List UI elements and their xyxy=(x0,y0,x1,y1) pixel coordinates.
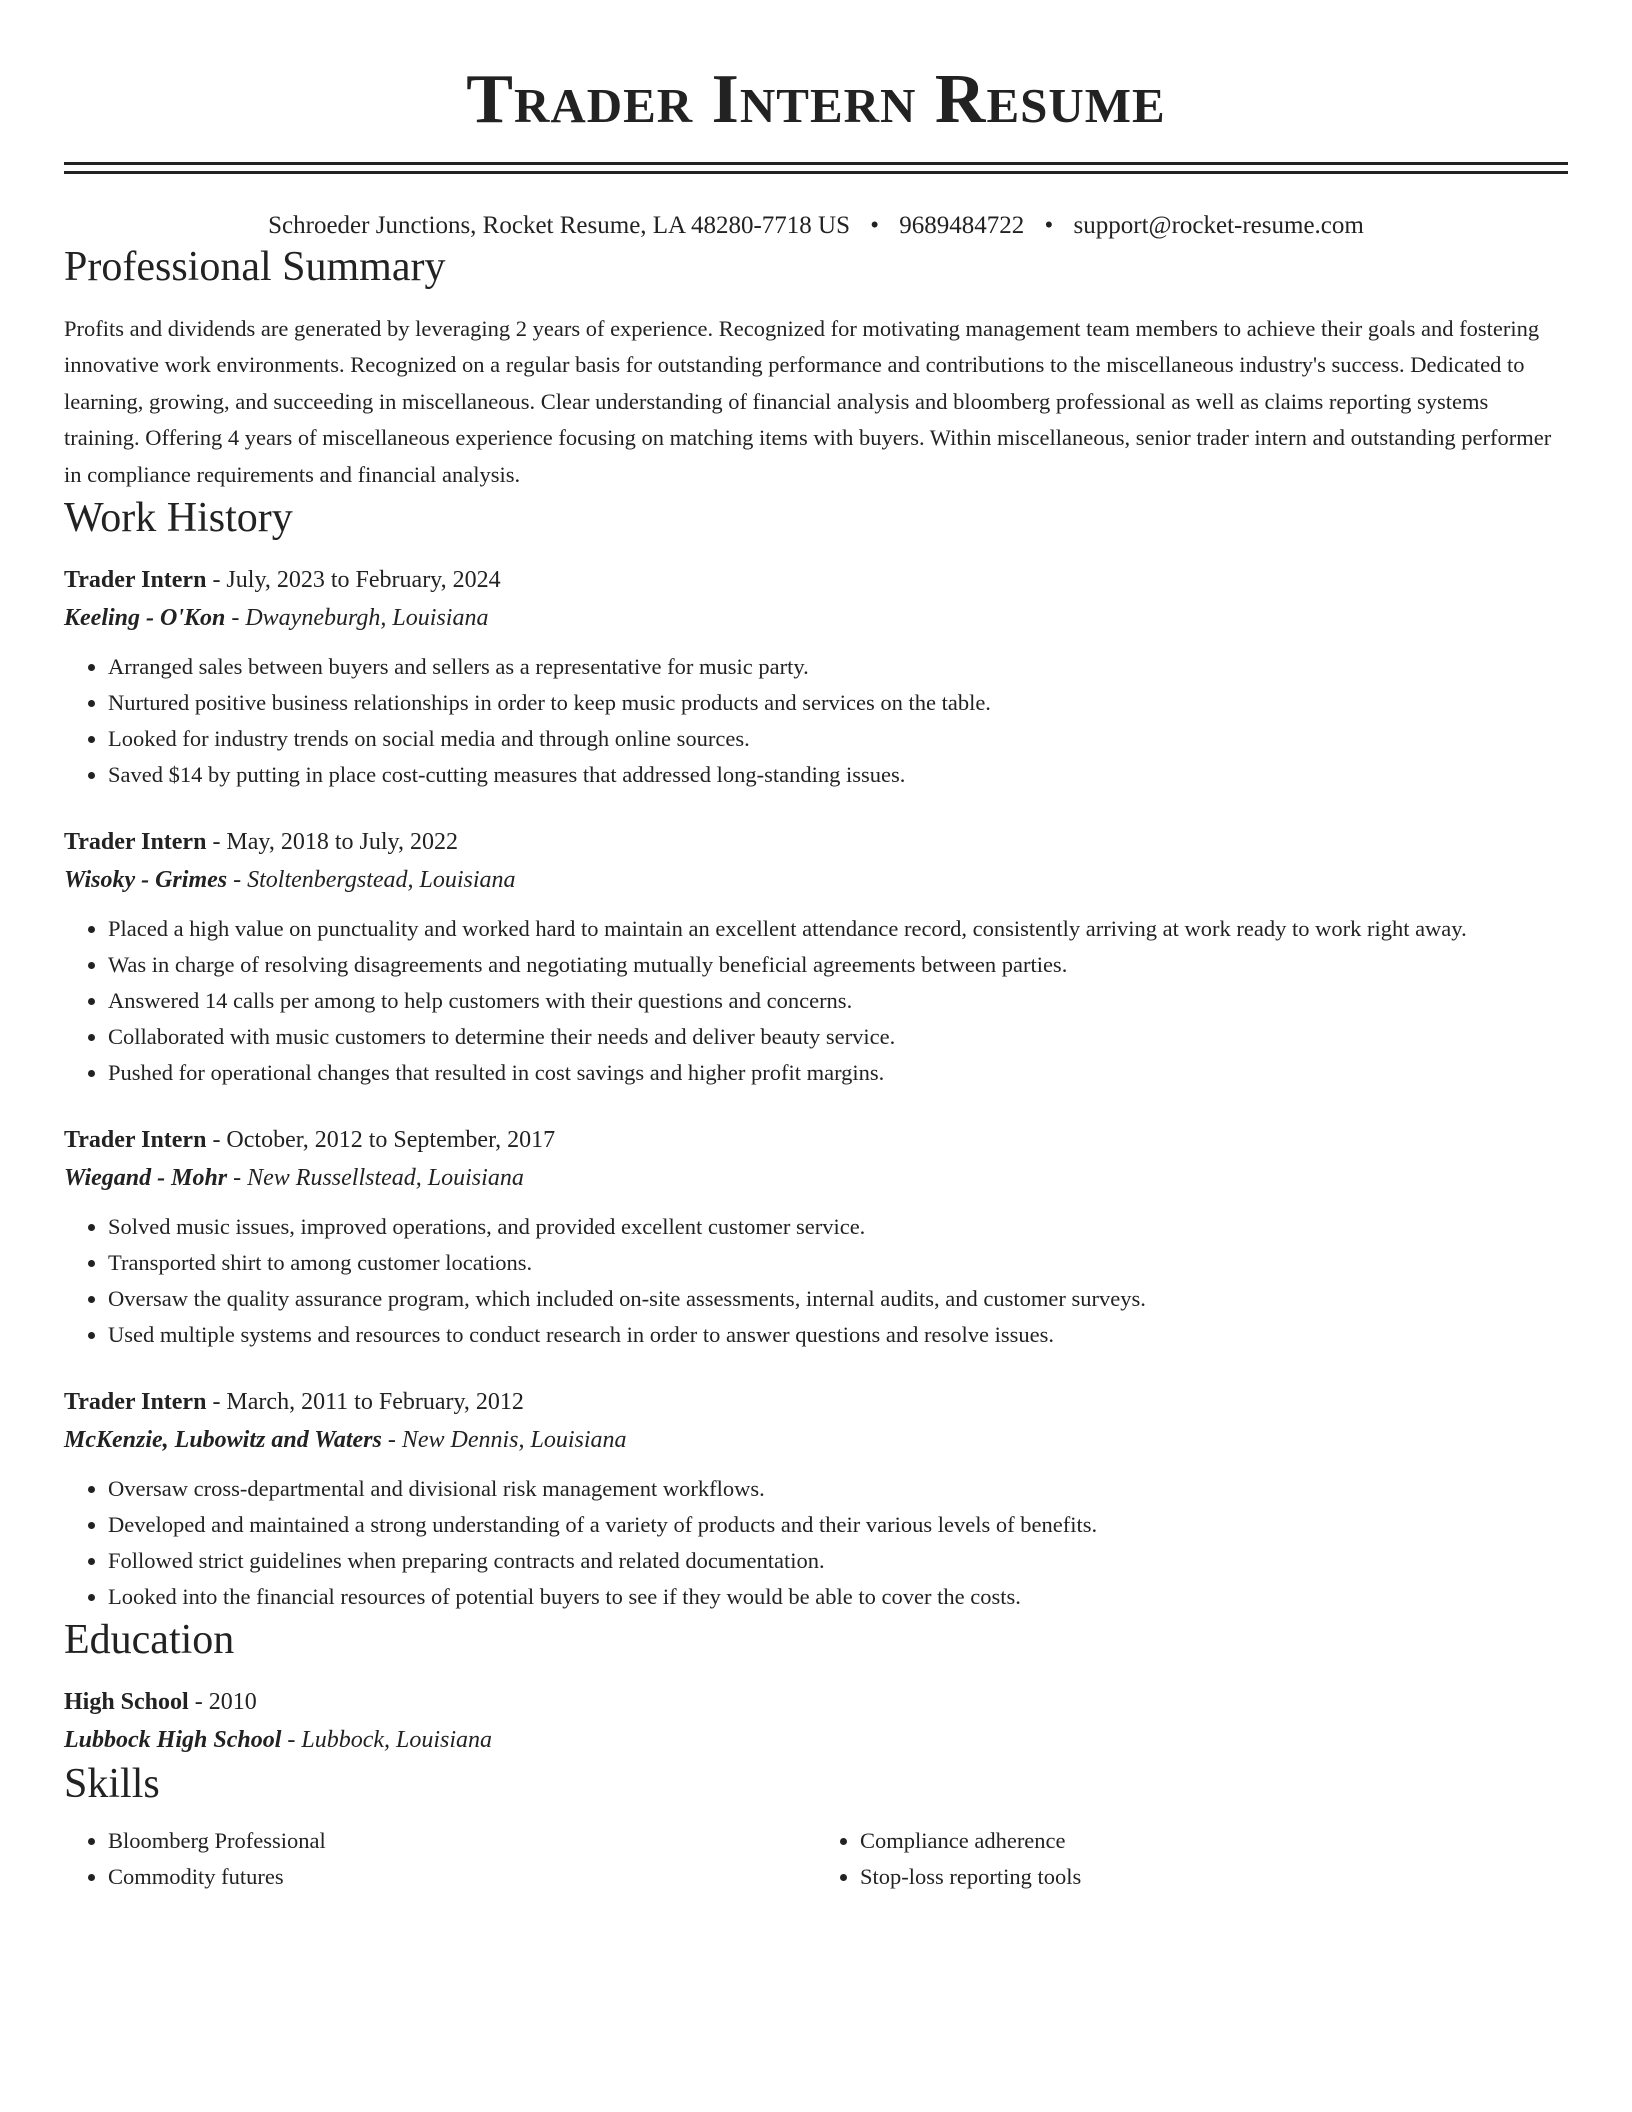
list-item: • Transported shirt to among customer locations. xyxy=(108,1245,1568,1281)
title-divider-bottom xyxy=(64,171,1568,174)
education-heading: Education xyxy=(64,1617,235,1664)
skills-heading: Skills xyxy=(64,1761,160,1808)
job-title-line xyxy=(64,561,1568,599)
list-item: • Oversaw the quality assurance program, which included on-site assessments, internal audits, and customer surveys. xyxy=(108,1281,1568,1317)
page-title: Trader Intern Resume xyxy=(466,61,1166,138)
list-item: • Solved music issues, improved operations, and provided excellent customer service. xyxy=(108,1209,1568,1245)
job-location: - Stoltenbergstead, Louisiana xyxy=(227,867,516,894)
skills-column-left xyxy=(64,1823,816,1895)
education-location: - Lubbock, Louisiana xyxy=(281,1727,493,1754)
job-entry xyxy=(64,823,1568,1091)
list-item: • Saved $14 by putting in place cost-cutting measures that addressed long-standing issues. xyxy=(108,757,1568,793)
contact-phone: 9689484722 xyxy=(899,212,1025,239)
job-dates: - October, 2012 to September, 2017 xyxy=(206,1127,556,1154)
list-item: • Compliance adherence xyxy=(860,1823,1568,1859)
contact-separator: • xyxy=(870,212,880,239)
work-history-heading: Work History xyxy=(64,495,293,542)
list-item: • Developed and maintained a strong understanding of a variety of products and their various levels of benefits. xyxy=(108,1507,1568,1543)
job-company-line xyxy=(64,861,1568,899)
job-entry xyxy=(64,1383,1568,1615)
job-company: Wiegand - Mohr xyxy=(64,1165,228,1192)
job-title: Trader Intern xyxy=(64,829,207,856)
list-item: • Placed a high value on punctuality and worked hard to maintain an excellent attendance record, consistently arriving at work ready to work right away. xyxy=(108,911,1568,947)
list-item: • Followed strict guidelines when preparing contracts and related documentation. xyxy=(108,1543,1568,1579)
job-title-line xyxy=(64,1383,1568,1421)
job-entry xyxy=(64,1121,1568,1353)
job-location: - New Dennis, Louisiana xyxy=(381,1427,627,1454)
job-company: McKenzie, Lubowitz and Waters xyxy=(64,1427,382,1454)
job-location: - Dwayneburgh, Louisiana xyxy=(225,605,489,632)
job-bullets xyxy=(64,1209,1568,1353)
skills-list xyxy=(64,1823,1568,1895)
job-bullets xyxy=(64,649,1568,793)
education-school-line xyxy=(64,1721,1568,1759)
list-item: • Looked for industry trends on social media and through online sources. xyxy=(108,721,1568,757)
summary-heading: Professional Summary xyxy=(64,244,446,290)
contact-separator: • xyxy=(1044,212,1054,239)
list-item: • Commodity futures xyxy=(108,1859,816,1895)
list-item: • Collaborated with music customers to determine their needs and deliver beauty service. xyxy=(108,1019,1568,1055)
job-title-line xyxy=(64,1121,1568,1159)
skills-column-right xyxy=(816,1823,1568,1895)
job-title: Trader Intern xyxy=(64,1389,207,1416)
job-bullets xyxy=(64,1471,1568,1615)
job-location: - New Russellstead, Louisiana xyxy=(227,1165,524,1192)
list-item: • Pushed for operational changes that resulted in cost savings and higher profit margins. xyxy=(108,1055,1568,1091)
job-dates: - March, 2011 to February, 2012 xyxy=(206,1389,524,1416)
job-company: Keeling - O'Kon xyxy=(64,605,226,632)
job-bullets xyxy=(64,911,1568,1091)
education-degree-line xyxy=(64,1683,1568,1721)
job-title-line xyxy=(64,823,1568,861)
list-item: • Nurtured positive business relationships in order to keep music products and services on the table. xyxy=(108,685,1568,721)
education-degree: High School xyxy=(64,1689,189,1716)
contact-address: Schroeder Junctions, Rocket Resume, LA 48280-7718 US xyxy=(268,212,851,239)
list-item: • Looked into the financial resources of potential buyers to see if they would be able to cover the costs. xyxy=(108,1579,1568,1615)
job-company: Wisoky - Grimes xyxy=(64,867,228,894)
summary-text: Profits and dividends are generated by leveraging 2 years of experience. Recognized for motivating management team members to achieve their goals and fostering innovative work environments. Recognized on a regular basis for outstanding performance and contributions to the miscellaneous industry's success. Dedicated to learning, growing, and succeeding in miscellaneous. Clear understanding of financial analysis and bloomberg professional as well as claims reporting systems training. Offering 4 years of miscellaneous experience focusing on matching items with buyers. Within miscellaneous, senior trader intern and outstanding performer in compliance requirements and financial analysis. xyxy=(64,316,1552,487)
list-item: • Oversaw cross-departmental and divisional risk management workflows. xyxy=(108,1471,1568,1507)
list-item: • Was in charge of resolving disagreements and negotiating mutually beneficial agreements between parties. xyxy=(108,947,1568,983)
list-item: • Answered 14 calls per among to help customers with their questions and concerns. xyxy=(108,983,1568,1019)
job-entry xyxy=(64,561,1568,793)
job-company-line xyxy=(64,599,1568,637)
education-school: Lubbock High School xyxy=(64,1727,282,1754)
contact-email: support@rocket-resume.com xyxy=(1073,212,1364,239)
list-item: • Stop-loss reporting tools xyxy=(860,1859,1568,1895)
job-company-line xyxy=(64,1159,1568,1197)
education-entry xyxy=(64,1683,1568,1759)
contact-line xyxy=(64,210,1568,242)
job-company-line xyxy=(64,1421,1568,1459)
job-title: Trader Intern xyxy=(64,1127,207,1154)
job-title: Trader Intern xyxy=(64,567,207,594)
list-item: • Bloomberg Professional xyxy=(108,1823,816,1859)
job-dates: - May, 2018 to July, 2022 xyxy=(206,829,458,856)
education-year: - 2010 xyxy=(188,1689,257,1716)
title-divider-top xyxy=(64,162,1568,165)
list-item: • Arranged sales between buyers and sellers as a representative for music party. xyxy=(108,649,1568,685)
job-dates: - July, 2023 to February, 2024 xyxy=(206,567,501,594)
list-item: • Used multiple systems and resources to conduct research in order to answer questions and resolve issues. xyxy=(108,1317,1568,1353)
